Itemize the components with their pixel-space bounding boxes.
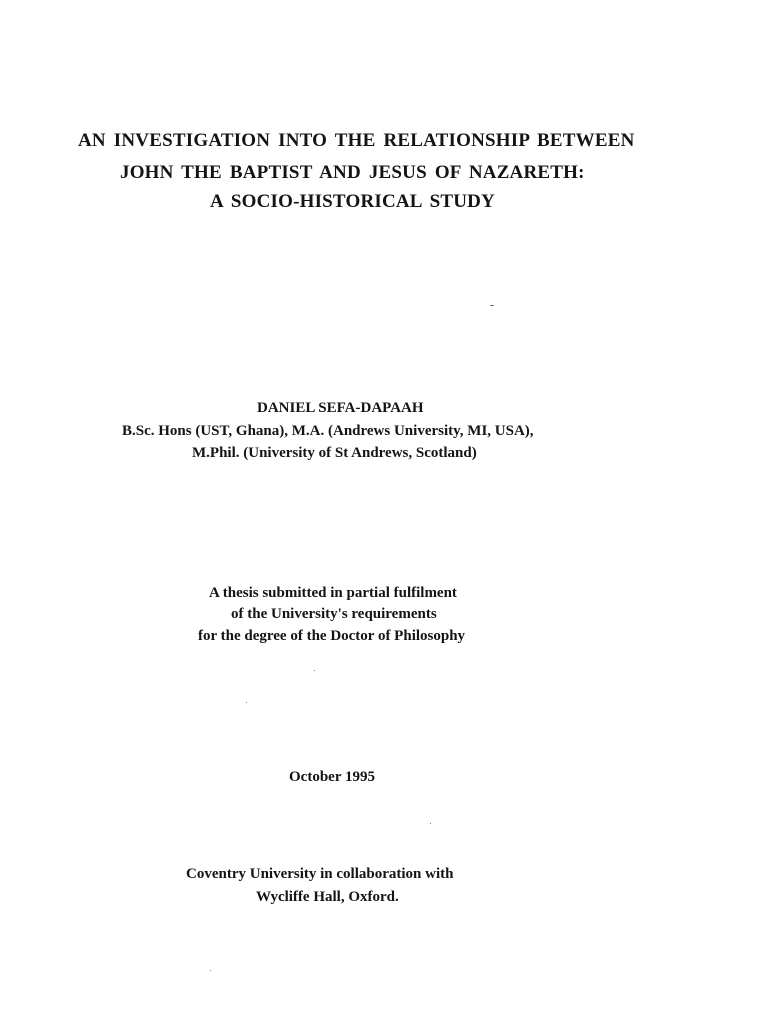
- author-degrees-line-1: B.Sc. Hons (UST, Ghana), M.A. (Andrews University, MI, USA),: [122, 423, 534, 439]
- author-degrees-line-2: M.Phil. (University of St Andrews, Scotland): [192, 445, 477, 461]
- submission-line-2: of the University's requirements: [231, 606, 437, 622]
- scan-speck: [246, 702, 247, 703]
- institution-line-1: Coventry University in collaboration with: [186, 866, 454, 882]
- submission-line-3: for the degree of the Doctor of Philosophy: [198, 628, 466, 644]
- title-line-1: AN INVESTIGATION INTO THE RELATIONSHIP BETWEEN: [78, 130, 635, 151]
- scan-speck: [430, 823, 431, 824]
- author-name: DANIEL SEFA-DAPAAH: [257, 400, 424, 416]
- scan-speck: [210, 970, 211, 971]
- submission-date: October 1995: [289, 769, 375, 785]
- title-line-3: A SOCIO-HISTORICAL STUDY: [210, 191, 495, 212]
- scan-speck: [314, 670, 315, 671]
- scan-speck: [490, 305, 494, 306]
- submission-line-1: A thesis submitted in partial fulfilment: [209, 585, 457, 601]
- institution-line-2: Wycliffe Hall, Oxford.: [256, 889, 399, 905]
- title-line-2: JOHN THE BAPTIST AND JESUS OF NAZARETH:: [120, 162, 585, 183]
